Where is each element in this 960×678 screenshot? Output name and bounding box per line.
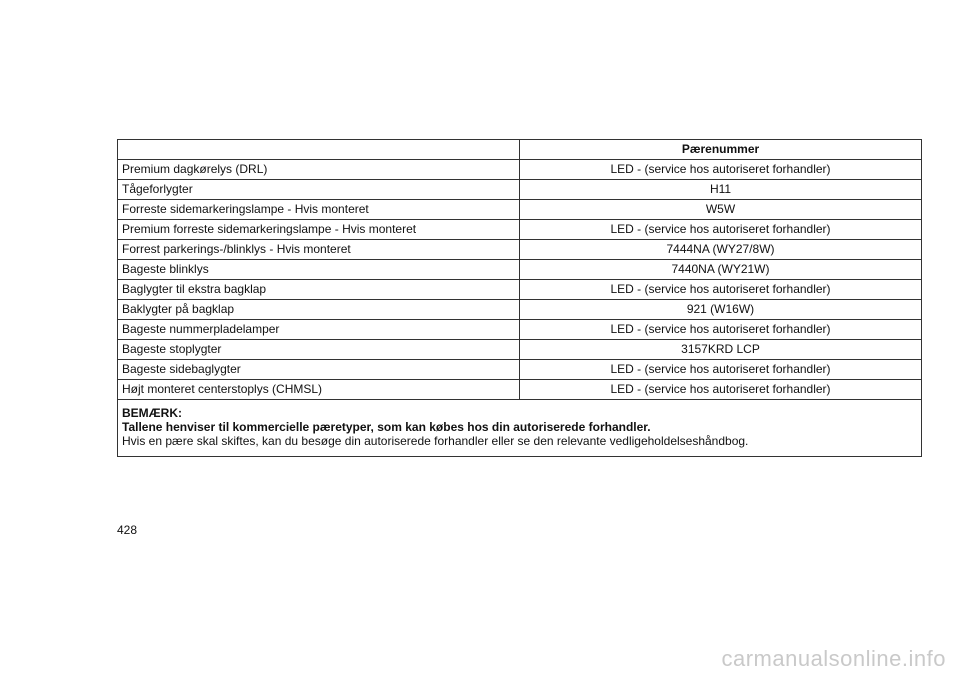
bulb-number: LED - (service hos autoriseret forhandler): [520, 280, 922, 300]
bulb-number: 921 (W16W): [520, 300, 922, 320]
bulb-number: 3157KRD LCP: [520, 340, 922, 360]
bulb-number: LED - (service hos autoriseret forhandler): [520, 360, 922, 380]
table-row: [118, 360, 922, 380]
watermark: carmanualsonline.info: [721, 646, 946, 671]
lamp-name: Bageste stoplygter: [118, 340, 520, 360]
header-bulb-number: Pærenummer: [520, 140, 922, 160]
table-row: [118, 380, 922, 400]
note-row: [118, 400, 922, 457]
lamp-name: Forreste sidemarkeringslampe - Hvis monteret: [118, 200, 520, 220]
table-row: [118, 200, 922, 220]
table-row: [118, 180, 922, 200]
note-box: [118, 400, 922, 457]
bulb-number: H11: [520, 180, 922, 200]
table-row: [118, 240, 922, 260]
table-row: [118, 260, 922, 280]
page-number: 428: [117, 523, 138, 537]
bulb-number: LED - (service hos autoriseret forhandler): [520, 160, 922, 180]
bulb-number: 7444NA (WY27/8W): [520, 240, 922, 260]
lamp-name: Baglygter til ekstra bagklap: [118, 280, 520, 300]
lamp-name: Højt monteret centerstoplys (CHMSL): [118, 380, 520, 400]
bulb-number: W5W: [520, 200, 922, 220]
lamp-name: Baklygter på bagklap: [118, 300, 520, 320]
lamp-name: Premium forreste sidemarkeringslampe - Hvis monteret: [118, 220, 520, 240]
lamp-name: Forrest parkerings-/blinklys - Hvis monteret: [118, 240, 520, 260]
lamp-name: Premium dagkørelys (DRL): [118, 160, 520, 180]
lamp-name: Tågeforlygter: [118, 180, 520, 200]
bulb-table: [117, 139, 922, 457]
bulb-number: LED - (service hos autoriseret forhandler): [520, 380, 922, 400]
table-row: [118, 300, 922, 320]
bulb-number: LED - (service hos autoriseret forhandler): [520, 220, 922, 240]
note-text: Hvis en pære skal skiftes, kan du besøge din autoriserede forhandler eller se den relevante vedligeholdelseshåndbog.: [122, 434, 749, 448]
lamp-name: Bageste sidebaglygter: [118, 360, 520, 380]
table-row: [118, 160, 922, 180]
header-lamp: [118, 140, 520, 160]
table-row: [118, 320, 922, 340]
lamp-name: Bageste nummerpladelamper: [118, 320, 520, 340]
table-row: [118, 220, 922, 240]
table-header-row: [118, 140, 922, 160]
bulb-number: 7440NA (WY21W): [520, 260, 922, 280]
table-row: [118, 340, 922, 360]
lamp-name: Bageste blinklys: [118, 260, 520, 280]
note-title: BEMÆRK:: [122, 406, 182, 420]
note-bold-text: Tallene henviser til kommercielle pæretyper, som kan købes hos din autoriserede forhandler.: [122, 420, 651, 434]
bulb-number: LED - (service hos autoriseret forhandler): [520, 320, 922, 340]
table-row: [118, 280, 922, 300]
